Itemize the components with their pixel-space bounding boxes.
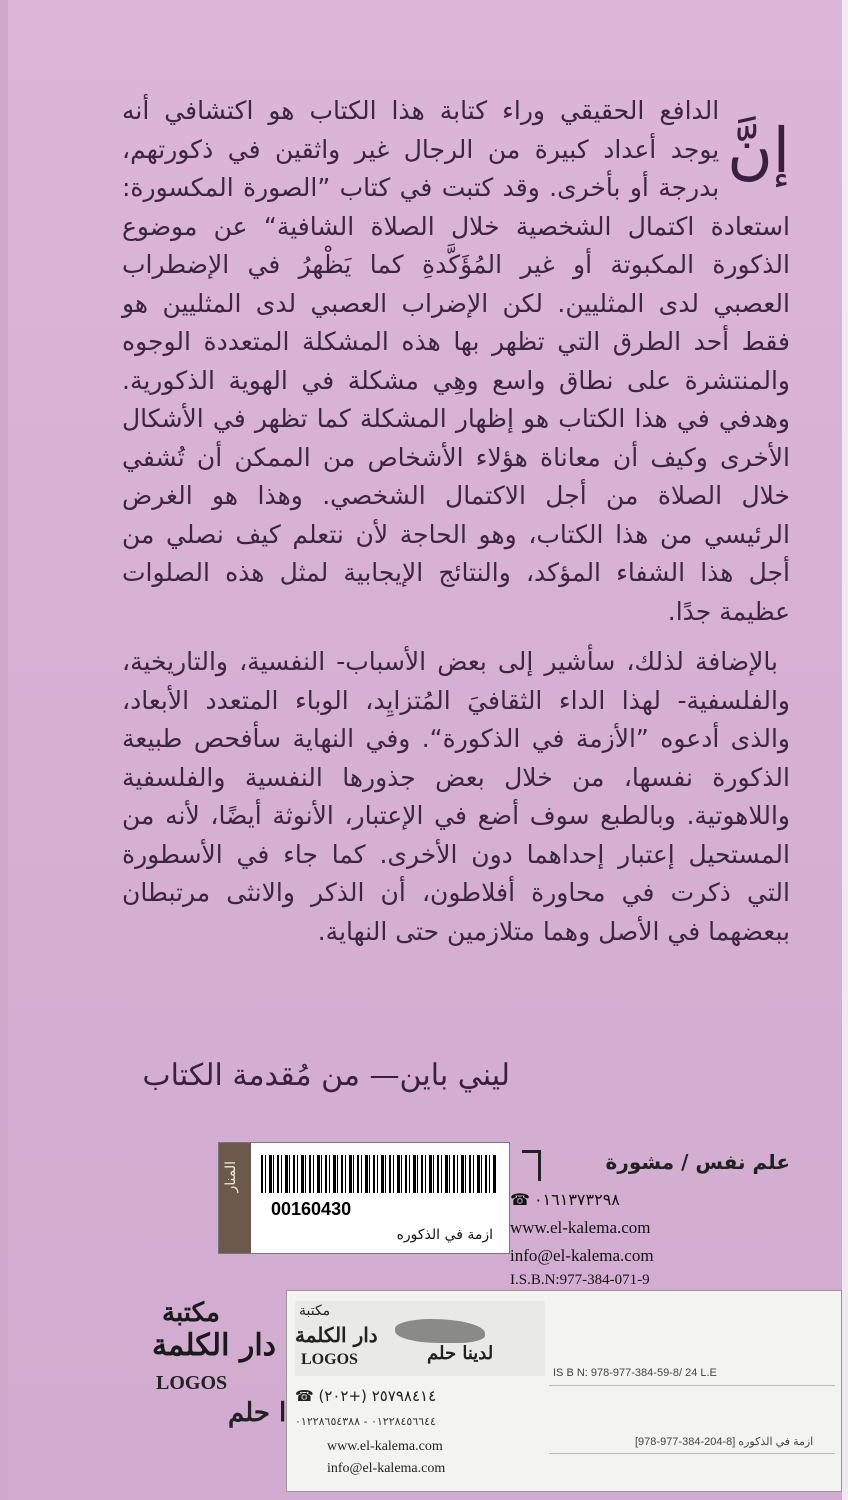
publisher-email: info@el-kalema.com (510, 1246, 654, 1265)
price-sticker-slogan: لدينا حلم (427, 1343, 494, 1364)
publisher-website: www.el-kalema.com (510, 1218, 651, 1237)
bird-logo-icon (395, 1319, 485, 1343)
publisher-phone-text: ٠١٦١٣٧٣٢٩٨ (533, 1192, 620, 1209)
intro-paragraph-2: بالإضافة لذلك، سأشير إلى بعض الأسباب- النفسية، والتاريخية، والفلسفية- لهذا الداء الثقافيَ المُتزايِد، الوباء المتعدد الأبعاد، والذى أدعوه ”الأزمة في الذكورة“. وفي النهاية سأفحص طبيعة الذكورة نفسها، من خلال بعض جذورها النفسية والفلسفية واللاهوتية. وبالطبع سوف أضع في الإعتبار، الأنوثة أيضًا، لأنه من المستحيل إعتبار إحداهما دون الأخرى. كما جاء في الأسطورة التي ذكرت في محاورة أفلاطون، أن الذكر والانثى مرتبطان ببعضهما في الأصل وهما متلازمين حتى النهاية. (122, 647, 790, 946)
logo-arabic-line-2: دار الكلمة (152, 1328, 277, 1363)
sticker-spine-label: المنار (223, 1161, 239, 1193)
phone-icon: ☎ (510, 1192, 530, 1209)
sticker-spine-strip (219, 1143, 251, 1253)
price-sticker-isbn-price: IS B N: 978-977-384-59-8/ 24 L.E (553, 1367, 717, 1379)
author-signature: ليني باين— من مُقدمة الكتاب (142, 1058, 510, 1093)
price-sticker-email: info@el-kalema.com (327, 1461, 446, 1476)
price-sticker-logo-english: LOGOS (301, 1351, 358, 1368)
price-sticker-isbn-title: [978-977-384-204-8] ازمة في الذكوره (635, 1436, 814, 1448)
cover-right-edge (842, 0, 848, 1500)
cover-left-edge (0, 0, 8, 1500)
dropcap-letter: إنَّ (727, 114, 790, 187)
publisher-info (510, 1190, 710, 1297)
barcode-book-title: ازمة في الذكوره (396, 1227, 493, 1243)
book-category: علم نفس / مشورة (605, 1150, 790, 1174)
logo-slogan-fragment: ا حلم (228, 1398, 287, 1428)
price-sticker-logo (295, 1301, 545, 1376)
price-sticker-logo-line-2: دار الكلمة (295, 1323, 378, 1347)
price-sticker-website: www.el-kalema.com (327, 1439, 443, 1454)
intro-paragraph-1 (122, 92, 790, 631)
price-sticker-logo-line-1: مكتبة (299, 1303, 331, 1319)
logo-arabic-line-1: مكتبة (162, 1298, 220, 1328)
library-barcode-sticker (218, 1142, 510, 1254)
logo-english: LOGOS (156, 1372, 228, 1394)
barcode-number: 00160430 (271, 1199, 352, 1219)
price-sticker-divider (549, 1385, 835, 1386)
price-sticker-mobile: ٠١٢٢٨٤٥٦٦٤٤ - ٠١٢٢٨٦٥٤٣٨٨ (295, 1415, 436, 1428)
corner-marker-icon (522, 1150, 541, 1181)
price-sticker-divider-2 (549, 1453, 835, 1454)
publisher-isbn: I.S.B.N:977-384-071-9 (510, 1272, 650, 1288)
intro-paragraph-1-text: الدافع الحقيقي وراء كتابة هذا الكتاب هو اكتشافي أنه يوجد أعداد كبيرة من الرجال غير واثقين في ذكورتهم، بدرجة أو بأخرى. وقد كتبت في كتاب ”الصورة المكسورة: استعادة اكتمال الشخصية خلال الصلاة الشافية“ عن موضوع الذكورة المكبوتة أو غير المُؤَكَّدةِ كما يَظْهرُ في الإضطراب العصبي لدى المثليين. لكن الإضراب العصبي لدى المثليين هو فقط أحد الطرق التي تظهر بها هذه المشكلة المتعددة الوجوه والمنتشرة على نطاق واسع وهِي مشكلة في الهوية الذكورية. وهدفي في هذا الكتاب هو إظهار المشكلة كما تظهر في الأشكال الأخرى وكيف أن معاناة هؤلاء الأشخاص من الممكن أن تُشفي خلال الصلاة من أجل الاكتمال الشخصي. وهذا هو الغرض الرئيسي من هذا الكتاب، وهو الحاجة لأن نتعلم كيف نصلي من أجل هذا الشفاء المؤكد، والنتائج الإيجابية لمثل هذه الصلوات عظيمة جدًا. (122, 96, 790, 626)
publisher-phone (510, 1190, 710, 1210)
price-sticker (286, 1290, 842, 1492)
intro-text-block (122, 92, 790, 951)
barcode-icon (261, 1155, 497, 1193)
price-sticker-phone: ☎ (٢٠٢+) ٢٥٧٩٨٤١٤ (295, 1387, 437, 1405)
